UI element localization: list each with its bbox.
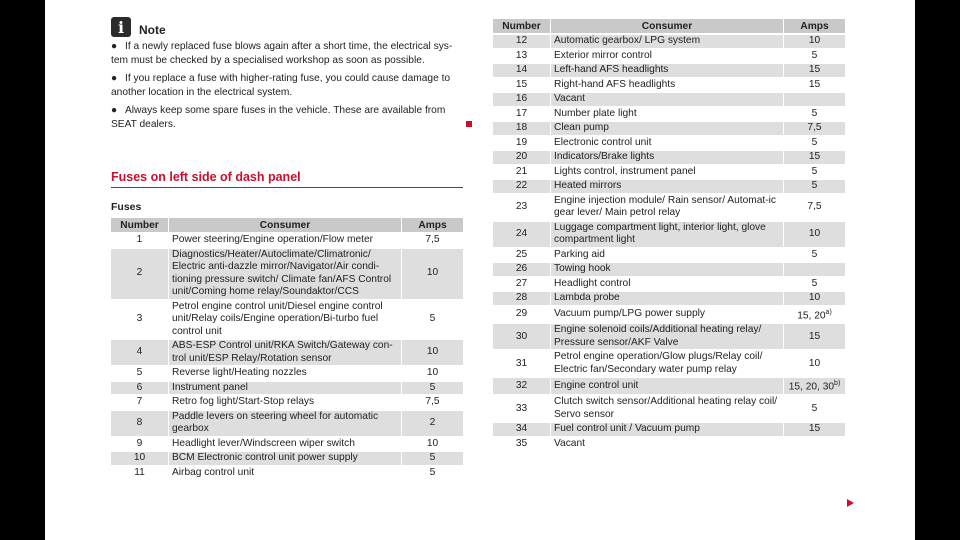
table-row: [493, 151, 845, 164]
fuse-amps: [783, 378, 845, 394]
table-row: [111, 234, 463, 247]
fuse-amps: [401, 367, 463, 380]
table-subtitle: Fuses: [111, 201, 142, 213]
fuse-number: 27: [493, 278, 550, 291]
amps-value: 10: [808, 292, 821, 303]
fuse-number: 30: [493, 324, 550, 349]
table-row: [493, 292, 845, 305]
fuse-number: 19: [493, 137, 550, 150]
fuse-consumer: Towing hook: [550, 263, 783, 276]
amps-value: 7,5: [425, 234, 440, 245]
fuse-amps: [783, 222, 845, 247]
fuse-consumer: Petrol engine control unit/Diesel engine control unit/Relay coils/Engine operation/Bi-turbo fuel control unit: [168, 301, 401, 339]
table-row: [493, 324, 845, 349]
table-row: [493, 249, 845, 262]
fuse-consumer: Reverse light/Heating nozzles: [168, 367, 401, 380]
fuse-consumer: Engine solenoid coils/Additional heating relay/ Pressure sensor/AKF Valve: [550, 324, 783, 349]
amps-value: 7,5: [807, 122, 822, 133]
fuse-amps: [783, 108, 845, 121]
fuse-consumer: Electronic control unit: [550, 137, 783, 150]
table-row: [111, 467, 463, 480]
fuse-number: 29: [493, 307, 550, 323]
fuse-number: 34: [493, 423, 550, 436]
amps-value: 7,5: [425, 396, 440, 407]
amps-value: 5: [811, 165, 818, 177]
table-row: [493, 108, 845, 121]
header-consumer: Consumer: [168, 218, 401, 232]
fuse-amps: [783, 122, 845, 135]
table-row: [111, 396, 463, 409]
fuse-consumer: Paddle levers on steering wheel for automatic gearbox: [168, 411, 401, 436]
amps-value: 10: [808, 227, 821, 239]
fuse-consumer: BCM Electronic control unit power supply: [168, 452, 401, 465]
fuse-number: 15: [493, 79, 550, 92]
bullet-icon: ●: [111, 41, 118, 52]
fuse-number: 33: [493, 396, 550, 421]
info-icon: i: [111, 17, 131, 37]
table-row: [493, 180, 845, 193]
table-header-row: [493, 19, 845, 33]
fuse-amps: [783, 166, 845, 179]
fuse-amps: [783, 263, 845, 276]
table-row: [493, 79, 845, 92]
fuse-consumer: Engine control unit: [550, 378, 783, 394]
fuse-amps: [783, 438, 845, 451]
continue-arrow-icon: [847, 499, 854, 507]
amps-value: 15: [808, 423, 821, 435]
amps-value: 15: [808, 330, 821, 342]
header-amps: Amps: [401, 218, 463, 232]
fuse-consumer: Exterior mirror control: [550, 50, 783, 63]
table-row: [493, 263, 845, 276]
table-row: [493, 351, 845, 376]
amps-value: 5: [429, 313, 436, 324]
amps-value: 15: [808, 64, 821, 75]
fuse-consumer: ABS-ESP Control unit/RKA Switch/Gateway con-trol unit/ESP Relay/Rotation sensor: [168, 340, 401, 365]
fuse-consumer: Power steering/Engine operation/Flow meter: [168, 234, 401, 247]
fuse-number: 4: [111, 340, 168, 365]
fuse-number: 13: [493, 50, 550, 63]
fuse-amps: [401, 438, 463, 451]
fuse-amps: [783, 137, 845, 150]
header-consumer: Consumer: [550, 19, 783, 33]
amps-value: 5: [811, 180, 818, 191]
table-row: [111, 452, 463, 465]
fuse-number: 24: [493, 222, 550, 247]
table-row: [493, 222, 845, 247]
fuse-amps: [783, 324, 845, 349]
fuse-table-left: [111, 216, 463, 481]
header-number: Number: [493, 19, 550, 33]
fuse-consumer: Automatic gearbox/ LPG system: [550, 35, 783, 48]
fuse-number: 12: [493, 35, 550, 48]
footnote-marker: a): [825, 308, 832, 316]
fuse-amps: [401, 411, 463, 436]
table-row: [111, 301, 463, 339]
fuse-number: 25: [493, 249, 550, 262]
fuse-number: 16: [493, 93, 550, 106]
amps-value: 10: [426, 367, 439, 378]
fuse-amps: [401, 452, 463, 465]
note-item: ● If a newly replaced fuse blows again after a short time, the electrical sys-tem must be checked by a specialised workshop as soon as possible.: [111, 41, 453, 66]
amps-value: 10: [426, 267, 439, 279]
table-row: [493, 195, 845, 220]
fuse-number: 8: [111, 411, 168, 436]
section-title: Fuses on left side of dash panel: [111, 170, 463, 188]
fuse-amps: [401, 301, 463, 339]
table-row: [111, 438, 463, 451]
fuse-table-right: [493, 17, 845, 452]
fuse-consumer: Vacant: [550, 438, 783, 451]
amps-value: 5: [811, 136, 818, 148]
fuse-consumer: Airbag control unit: [168, 467, 401, 480]
amps-value: 5: [811, 49, 818, 61]
fuse-consumer: Indicators/Brake lights: [550, 151, 783, 164]
amps-value: 2: [429, 416, 436, 428]
fuse-amps: [401, 234, 463, 247]
fuse-number: 14: [493, 64, 550, 77]
fuse-consumer: Lights control, instrument panel: [550, 166, 783, 179]
table-header-row: [111, 218, 463, 232]
amps-value: 15: [808, 151, 821, 162]
fuse-number: 32: [493, 378, 550, 394]
fuse-amps: [401, 249, 463, 299]
fuse-amps: [783, 249, 845, 262]
header-amps: Amps: [783, 19, 845, 33]
fuse-consumer: Luggage compartment light, interior light, glove compartment light: [550, 222, 783, 247]
fuse-number: 18: [493, 122, 550, 135]
fuse-number: 26: [493, 263, 550, 276]
table-row: [493, 166, 845, 179]
amps-value: 10: [426, 346, 439, 358]
table-row: [493, 378, 845, 394]
amps-value: 10: [808, 357, 821, 369]
amps-value: 10: [426, 437, 439, 449]
fuse-number: 28: [493, 292, 550, 305]
fuse-consumer: Parking aid: [550, 249, 783, 262]
fuse-amps: [401, 467, 463, 480]
fuse-amps: [401, 396, 463, 409]
fuse-consumer: Vacant: [550, 93, 783, 106]
note-header: [111, 16, 463, 38]
footnote-marker: b): [834, 380, 841, 388]
table-row: [493, 307, 845, 323]
fuse-amps: [783, 351, 845, 376]
fuse-consumer: Number plate light: [550, 108, 783, 121]
fuse-number: 17: [493, 108, 550, 121]
fuse-consumer: Right-hand AFS headlights: [550, 79, 783, 92]
fuse-consumer: Petrol engine operation/Glow plugs/Relay coil/ Electric fan/Secondary water pump relay: [550, 351, 783, 376]
fuse-number: 7: [111, 396, 168, 409]
fuse-number: 20: [493, 151, 550, 164]
fuse-consumer: Left-hand AFS headlights: [550, 64, 783, 77]
manual-page: [45, 0, 915, 540]
end-of-note-icon: [466, 121, 472, 127]
fuse-number: 23: [493, 195, 550, 220]
fuse-consumer: Clean pump: [550, 122, 783, 135]
fuse-amps: [783, 35, 845, 48]
note-block: [111, 16, 463, 131]
fuse-amps: [783, 396, 845, 421]
table-row: [493, 438, 845, 451]
bullet-icon: ●: [111, 73, 118, 84]
fuse-amps: [783, 64, 845, 77]
fuse-consumer: Clutch switch sensor/Additional heating relay coil/ Servo sensor: [550, 396, 783, 421]
fuse-consumer: Headlight lever/Windscreen wiper switch: [168, 438, 401, 451]
fuse-amps: [783, 50, 845, 63]
fuse-number: 1: [111, 234, 168, 247]
fuse-number: 21: [493, 166, 550, 179]
fuse-number: 3: [111, 301, 168, 339]
fuse-number: 10: [111, 452, 168, 465]
fuse-amps: [401, 340, 463, 365]
table-row: [493, 64, 845, 77]
fuse-consumer: Lambda probe: [550, 292, 783, 305]
fuse-consumer: Diagnostics/Heater/Autoclimate/Climatronic/ Electric anti-dazzle mirror/Navigator/Air condi-tioning pressure switch/ Climate fan/AFS Control unit/Coming home relay/Soundaktor/CCS: [168, 249, 401, 299]
amps-value: 5: [429, 466, 436, 478]
table-row: [493, 122, 845, 135]
table-row: [493, 423, 845, 436]
amps-value: 5: [811, 277, 818, 289]
fuse-number: 9: [111, 438, 168, 451]
table-row: [493, 93, 845, 106]
fuse-number: 22: [493, 180, 550, 193]
amps-value: 5: [811, 248, 818, 260]
table-row: [493, 137, 845, 150]
table-row: [493, 50, 845, 63]
fuse-consumer: Instrument panel: [168, 382, 401, 395]
fuse-amps: [783, 93, 845, 106]
fuse-amps: [783, 79, 845, 92]
amps-value: 5: [429, 452, 436, 463]
fuse-number: 5: [111, 367, 168, 380]
fuse-number: 6: [111, 382, 168, 395]
fuse-consumer: Headlight control: [550, 278, 783, 291]
fuse-amps: [783, 195, 845, 220]
fuse-number: 31: [493, 351, 550, 376]
amps-value: 10: [808, 35, 821, 46]
amps-value: 15, 20: [797, 309, 826, 321]
note-title: Note: [139, 23, 166, 37]
table-row: [111, 382, 463, 395]
table-row: [493, 396, 845, 421]
fuse-amps: [783, 151, 845, 164]
bullet-icon: ●: [111, 105, 118, 116]
amps-value: 15: [808, 78, 821, 90]
table-row: [111, 411, 463, 436]
fuse-consumer: Fuel control unit / Vacuum pump: [550, 423, 783, 436]
table-row: [493, 278, 845, 291]
fuse-number: 2: [111, 249, 168, 299]
fuse-amps: [783, 180, 845, 193]
amps-value: 15, 20, 30: [788, 381, 835, 393]
header-number: Number: [111, 218, 168, 232]
fuse-amps: [783, 423, 845, 436]
amps-value: 7,5: [807, 200, 822, 212]
fuse-amps: [783, 292, 845, 305]
table-row: [111, 367, 463, 380]
table-row: [111, 249, 463, 299]
amps-value: 5: [811, 402, 818, 414]
fuse-number: 11: [111, 467, 168, 480]
table-row: [111, 340, 463, 365]
fuse-consumer: Engine injection module/ Rain sensor/ Automat-ic gear lever/ Main petrol relay: [550, 195, 783, 220]
fuse-consumer: Retro fog light/Start-Stop relays: [168, 396, 401, 409]
fuse-amps: [783, 278, 845, 291]
fuse-consumer: Vacuum pump/LPG power supply: [550, 307, 783, 323]
amps-value: 5: [811, 107, 818, 119]
table-row: [493, 35, 845, 48]
note-item: ● If you replace a fuse with higher-rating fuse, you could cause damage to another location in the electrical system.: [111, 73, 451, 98]
fuse-consumer: Heated mirrors: [550, 180, 783, 193]
note-item: ● Always keep some spare fuses in the vehicle. These are available from SEAT dealers.: [111, 105, 446, 130]
amps-value: 5: [429, 381, 436, 393]
fuse-amps: [783, 307, 845, 323]
fuse-amps: [401, 382, 463, 395]
fuse-number: 35: [493, 438, 550, 451]
